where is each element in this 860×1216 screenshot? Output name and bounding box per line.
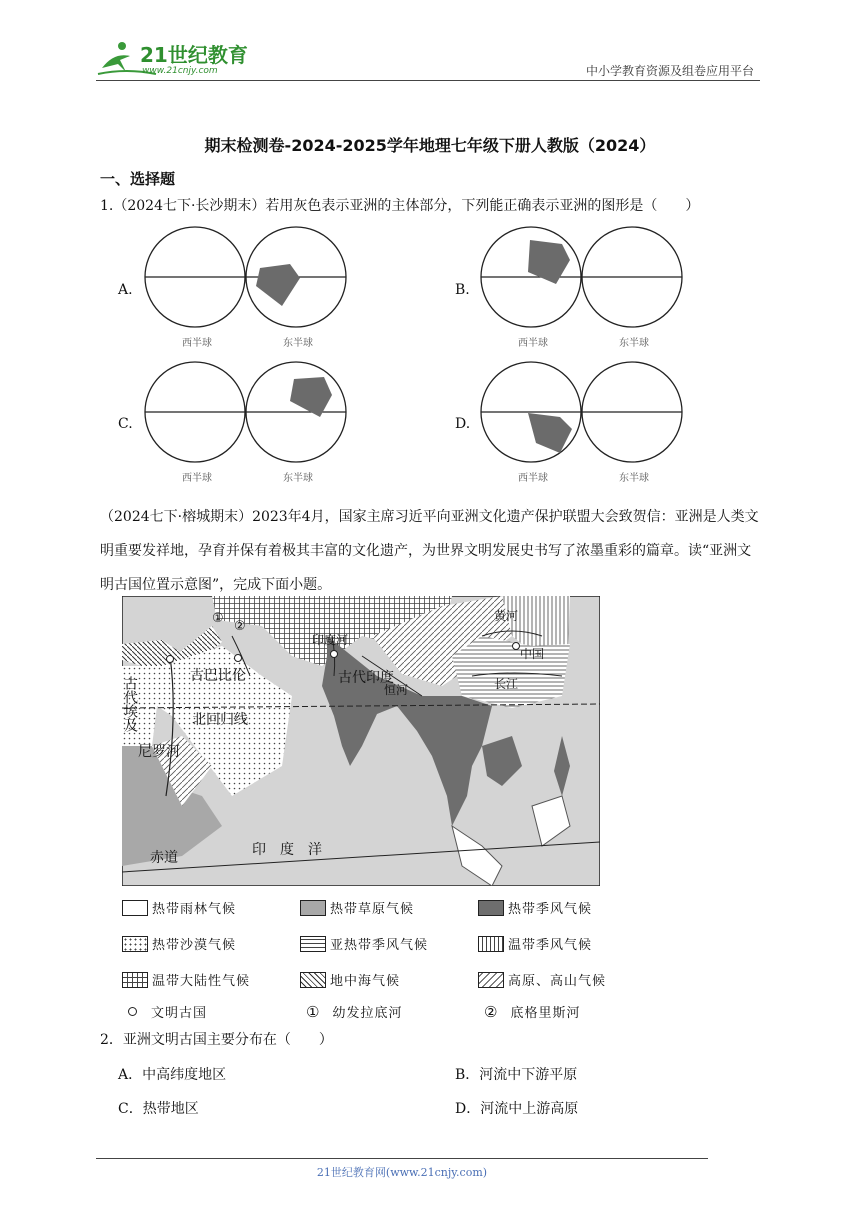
question-2-stem: 2．亚洲文明古国主要分布在（ ）	[100, 1032, 333, 1048]
reading-passage: （2024七下·榕城期末）2023年4月，国家主席习近平向亚洲文化遗产保护联盟大会致贺信：亚洲是人类文明重要发祥地，孕育并保有着极其丰富的文化遗产，为世界文明发展史书写了浓墨重彩的篇章。读“亚洲文明古国位置示意图”，完成下面小题。	[100, 509, 759, 593]
option-b-figure[interactable]	[480, 226, 686, 352]
svg-text:西半球: 西半球	[182, 473, 212, 484]
map-label-equator: 赤道	[150, 850, 178, 866]
option-a-figure[interactable]	[144, 226, 350, 352]
footer-link[interactable]: 21世纪教育网(www.21cnjy.com)	[316, 1166, 488, 1179]
map-legend	[122, 898, 682, 1024]
section-heading: 一、选择题	[100, 170, 176, 188]
map-label-babylon: 古巴比伦	[190, 668, 246, 684]
map-label-tropic: 北回归线	[192, 712, 248, 728]
legend-item: 热带草原气候	[300, 898, 414, 917]
site-logo	[96, 38, 266, 78]
map-label-china: 中国	[520, 647, 545, 661]
svg-text:东半球: 东半球	[619, 473, 649, 484]
legend-item: 热带雨林气候	[122, 898, 236, 917]
svg-text:东半球: 东半球	[283, 338, 313, 349]
legend-item: 温带季风气候	[478, 934, 592, 953]
header-divider	[96, 80, 760, 81]
legend-item: 高原、高山气候	[478, 970, 606, 989]
svg-text:21世纪教育: 21世纪教育	[140, 43, 248, 67]
header-platform-text: 中小学教育资源及组卷应用平台	[585, 64, 754, 78]
asia-civilization-map	[122, 596, 600, 886]
map-label-yangtze: 长江	[494, 677, 519, 691]
q2-option-d[interactable]: D．河流中上游高原	[455, 1101, 579, 1117]
legend-item: 热带沙漠气候	[122, 934, 236, 953]
legend-item: 文明古国	[128, 1002, 207, 1021]
svg-text:西半球: 西半球	[518, 473, 548, 484]
map-label-india: 古代印度	[338, 670, 394, 686]
option-c-figure[interactable]	[144, 361, 350, 487]
map-label-euphrates-num: ①	[212, 611, 224, 626]
legend-item: 温带大陆性气候	[122, 970, 250, 989]
legend-item: 热带季风气候	[478, 898, 592, 917]
map-label-ganges: 恒河	[384, 683, 409, 697]
q2-option-a[interactable]: A．中高纬度地区	[118, 1067, 227, 1083]
q2-option-b[interactable]: B．河流中下游平原	[455, 1067, 578, 1083]
svg-text:东半球: 东半球	[619, 338, 649, 349]
option-c-label[interactable]: C.	[118, 416, 133, 432]
question-1-stem: 1.（2024七下·长沙期末）若用灰色表示亚洲的主体部分，下列能正确表示亚洲的图形是（ ）	[100, 198, 700, 214]
option-b-label[interactable]: B.	[455, 282, 470, 298]
footer-divider	[96, 1158, 708, 1159]
legend-item: ① 幼发拉底河	[306, 1002, 403, 1021]
map-label-indus: 印度河	[312, 633, 349, 647]
legend-item: 亚热带季风气候	[300, 934, 428, 953]
legend-item: 地中海气候	[300, 970, 400, 989]
q2-option-c[interactable]: C．热带地区	[118, 1101, 199, 1117]
svg-text:www.21cnjy.com: www.21cnjy.com	[142, 66, 218, 76]
map-label-tigris-num: ②	[234, 619, 246, 634]
svg-text:西半球: 西半球	[518, 338, 548, 349]
map-label-nile: 尼罗河	[138, 744, 180, 760]
map-label-egypt: 古代埃及	[122, 676, 138, 732]
option-d-figure[interactable]	[480, 361, 686, 487]
option-d-label[interactable]: D.	[455, 416, 471, 432]
map-label-ocean: 印度洋	[252, 842, 336, 858]
option-a-label[interactable]: A.	[118, 282, 133, 298]
page-title: 期末检测卷-2024-2025学年地理七年级下册人教版（2024）	[204, 136, 656, 155]
svg-text:西半球: 西半球	[182, 338, 212, 349]
legend-item: ② 底格里斯河	[484, 1002, 581, 1021]
svg-text:东半球: 东半球	[283, 473, 313, 484]
map-label-yellow-river: 黄河	[494, 609, 519, 623]
